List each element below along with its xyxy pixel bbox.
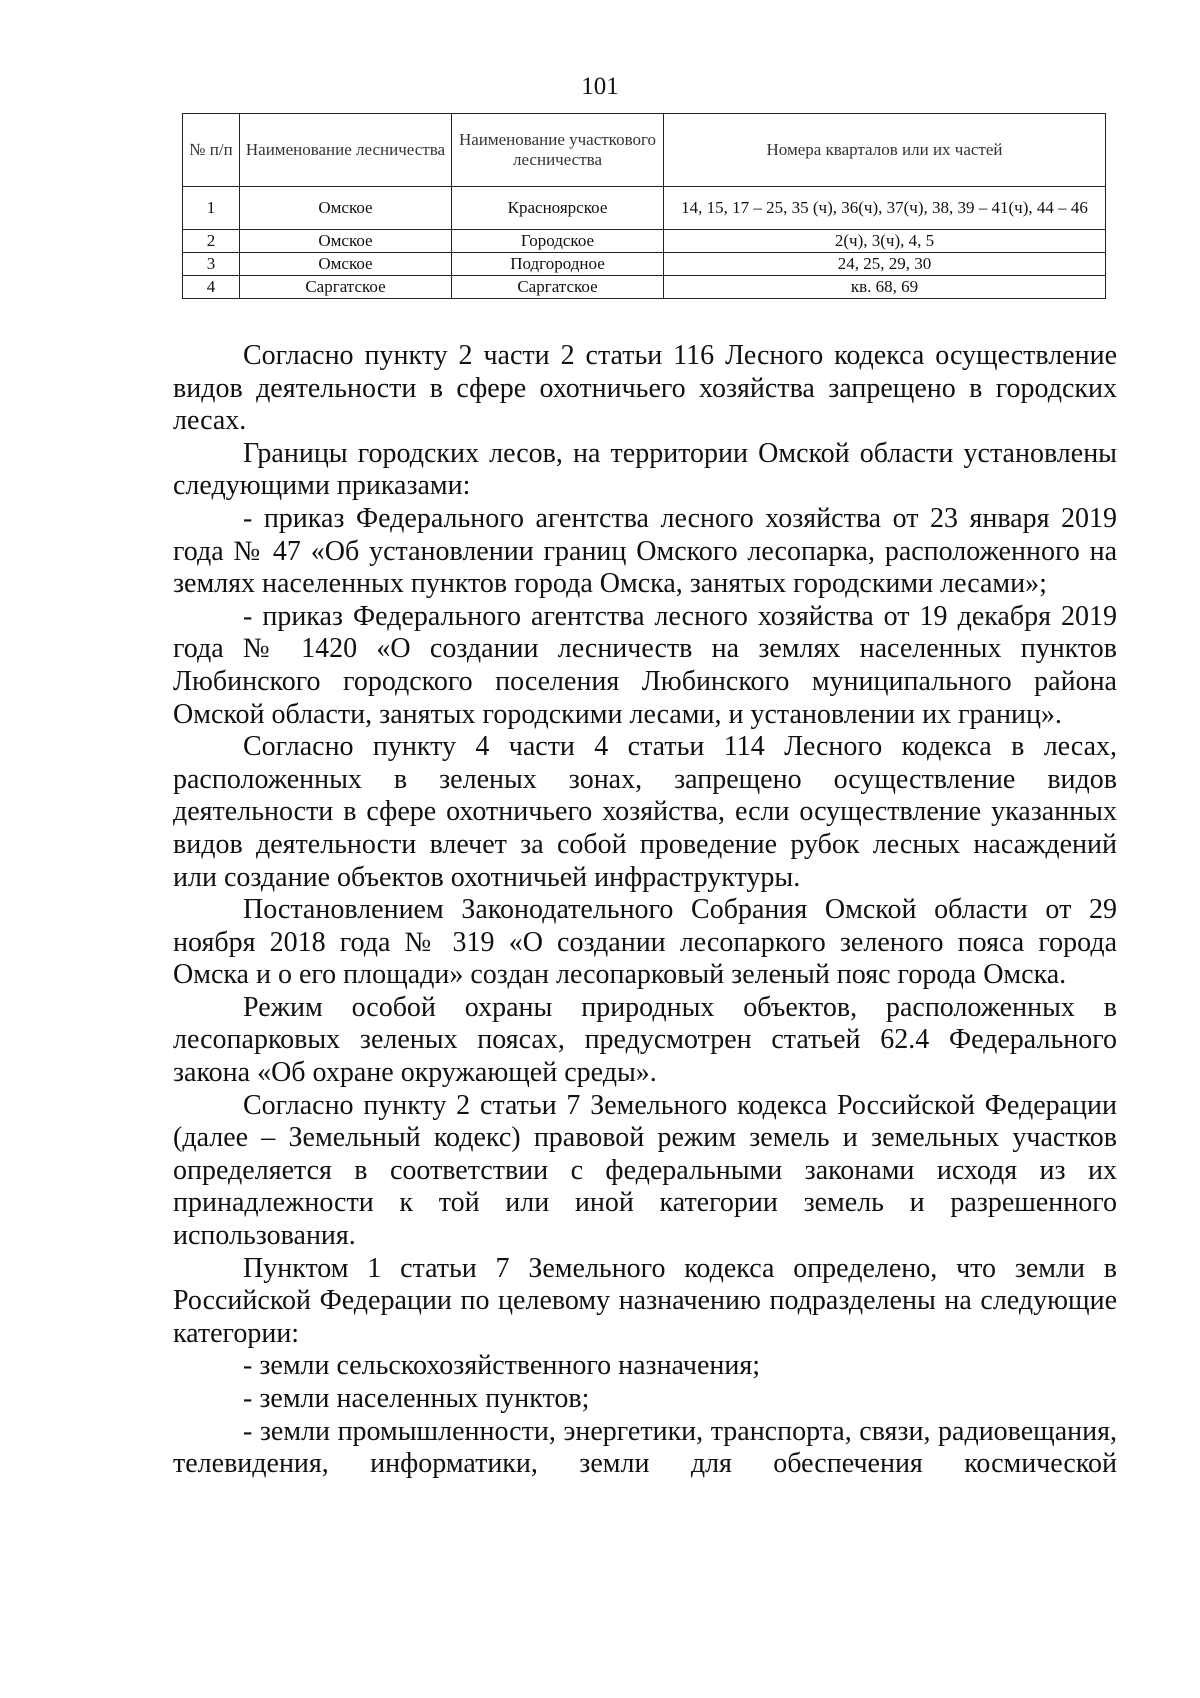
- table-cell: Саргатское: [452, 276, 664, 299]
- header-forestry: Наименование лесничества: [240, 114, 452, 187]
- table-cell: Саргатское: [240, 276, 452, 299]
- list-item: - земли населенных пунктов;: [243, 1383, 590, 1414]
- table-cell: Красноярское: [452, 187, 664, 230]
- paragraph: Постановлением Законодательного Собрания Омской области от 29 ноября 2018 года № 319 «О создании лесопаркого зеленого пояса города Омска и о его площади» создан лесопарковый зеленый пояс города Омска.: [173, 894, 1117, 991]
- paragraph: Пунктом 1 статьи 7 Земельного кодекса определено, что земли в Российской Федерации по целевому назначению подразделены на следующие категории:: [173, 1252, 1117, 1349]
- header-number: № п/п: [183, 114, 240, 187]
- table-cell: кв. 68, 69: [664, 276, 1106, 299]
- table-cell: Городское: [452, 230, 664, 253]
- table-row: [183, 276, 1106, 299]
- table-cell: 4: [183, 276, 240, 299]
- header-quarters: Номера кварталов или их частей: [664, 114, 1106, 187]
- table-cell: 1: [183, 187, 240, 230]
- paragraph: Согласно пункту 2 статьи 7 Земельного кодекса Российской Федерации (далее – Земельный кодекс) правовой режим земель и земельных участков определяется в соответствии с федеральными законами исходя из их принадлежности к той или иной категории земель и разрешенного использования.: [173, 1089, 1117, 1252]
- table-cell: 14, 15, 17 – 25, 35 (ч), 36(ч), 37(ч), 38, 39 – 41(ч), 44 – 46: [664, 187, 1106, 230]
- list-item: - земли промышленности, энергетики, транспорта, связи, радиовещания, телевидения, информатики, земли для обеспечения космической: [173, 1415, 1117, 1480]
- table-row: [183, 230, 1106, 253]
- list-item: - приказ Федерального агентства лесного хозяйства от 23 января 2019 года № 47 «Об установлении границ Омского лесопарка, расположенного на землях населенных пунктов города Омска, занятых городскими лесами»;: [173, 502, 1117, 600]
- list-item: - приказ Федерального агентства лесного хозяйства от 19 декабря 2019 года № 1420 «О создании лесничеств на землях населенных пунктов Любинского городского поселения Любинского муниципального района Омской области, занятых городскими лесами, и установлении их границ».: [173, 600, 1117, 730]
- table-cell: 3: [183, 253, 240, 276]
- table-cell: 2: [183, 230, 240, 253]
- list-item: - земли сельскохозяйственного назначения;: [243, 1350, 761, 1382]
- table-cell: Омское: [240, 187, 452, 230]
- table-cell: Подгородное: [452, 253, 664, 276]
- table-cell: Омское: [240, 253, 452, 276]
- table-cell: 24, 25, 29, 30: [664, 253, 1106, 276]
- paragraph: Режим особой охраны природных объектов, расположенных в лесопарковых зеленых поясах, предусмотрен статьей 62.4 Федерального закона «Об охране окружающей среды».: [173, 991, 1117, 1089]
- table-cell: Омское: [240, 230, 452, 253]
- table-cell: 2(ч), 3(ч), 4, 5: [664, 230, 1106, 253]
- table-header-row: [183, 114, 1106, 187]
- page-number: 101: [581, 73, 619, 100]
- paragraph: Согласно пункту 4 части 4 статьи 114 Лесного кодекса в лесах, расположенных в зеленых зонах, запрещено осуществление видов деятельности в сфере охотничьего хозяйства, если осуществление указанных видов деятельности влечет за собой проведение рубок лесных насаждений или создание объектов охотничьей инфраструктуры.: [173, 731, 1117, 893]
- paragraph: Границы городских лесов, на территории Омской области установлены следующими приказами:: [173, 437, 1117, 502]
- document-body: [173, 340, 1117, 1481]
- paragraph: Согласно пункту 2 части 2 статьи 116 Лесного кодекса осуществление видов деятельности в сфере охотничьего хозяйства запрещено в городских лесах.: [173, 340, 1117, 437]
- header-district-forestry: Наименование участкового лесничества: [452, 114, 664, 187]
- table-row: [183, 187, 1106, 230]
- forest-districts-table: [182, 113, 1106, 299]
- table-row: [183, 253, 1106, 276]
